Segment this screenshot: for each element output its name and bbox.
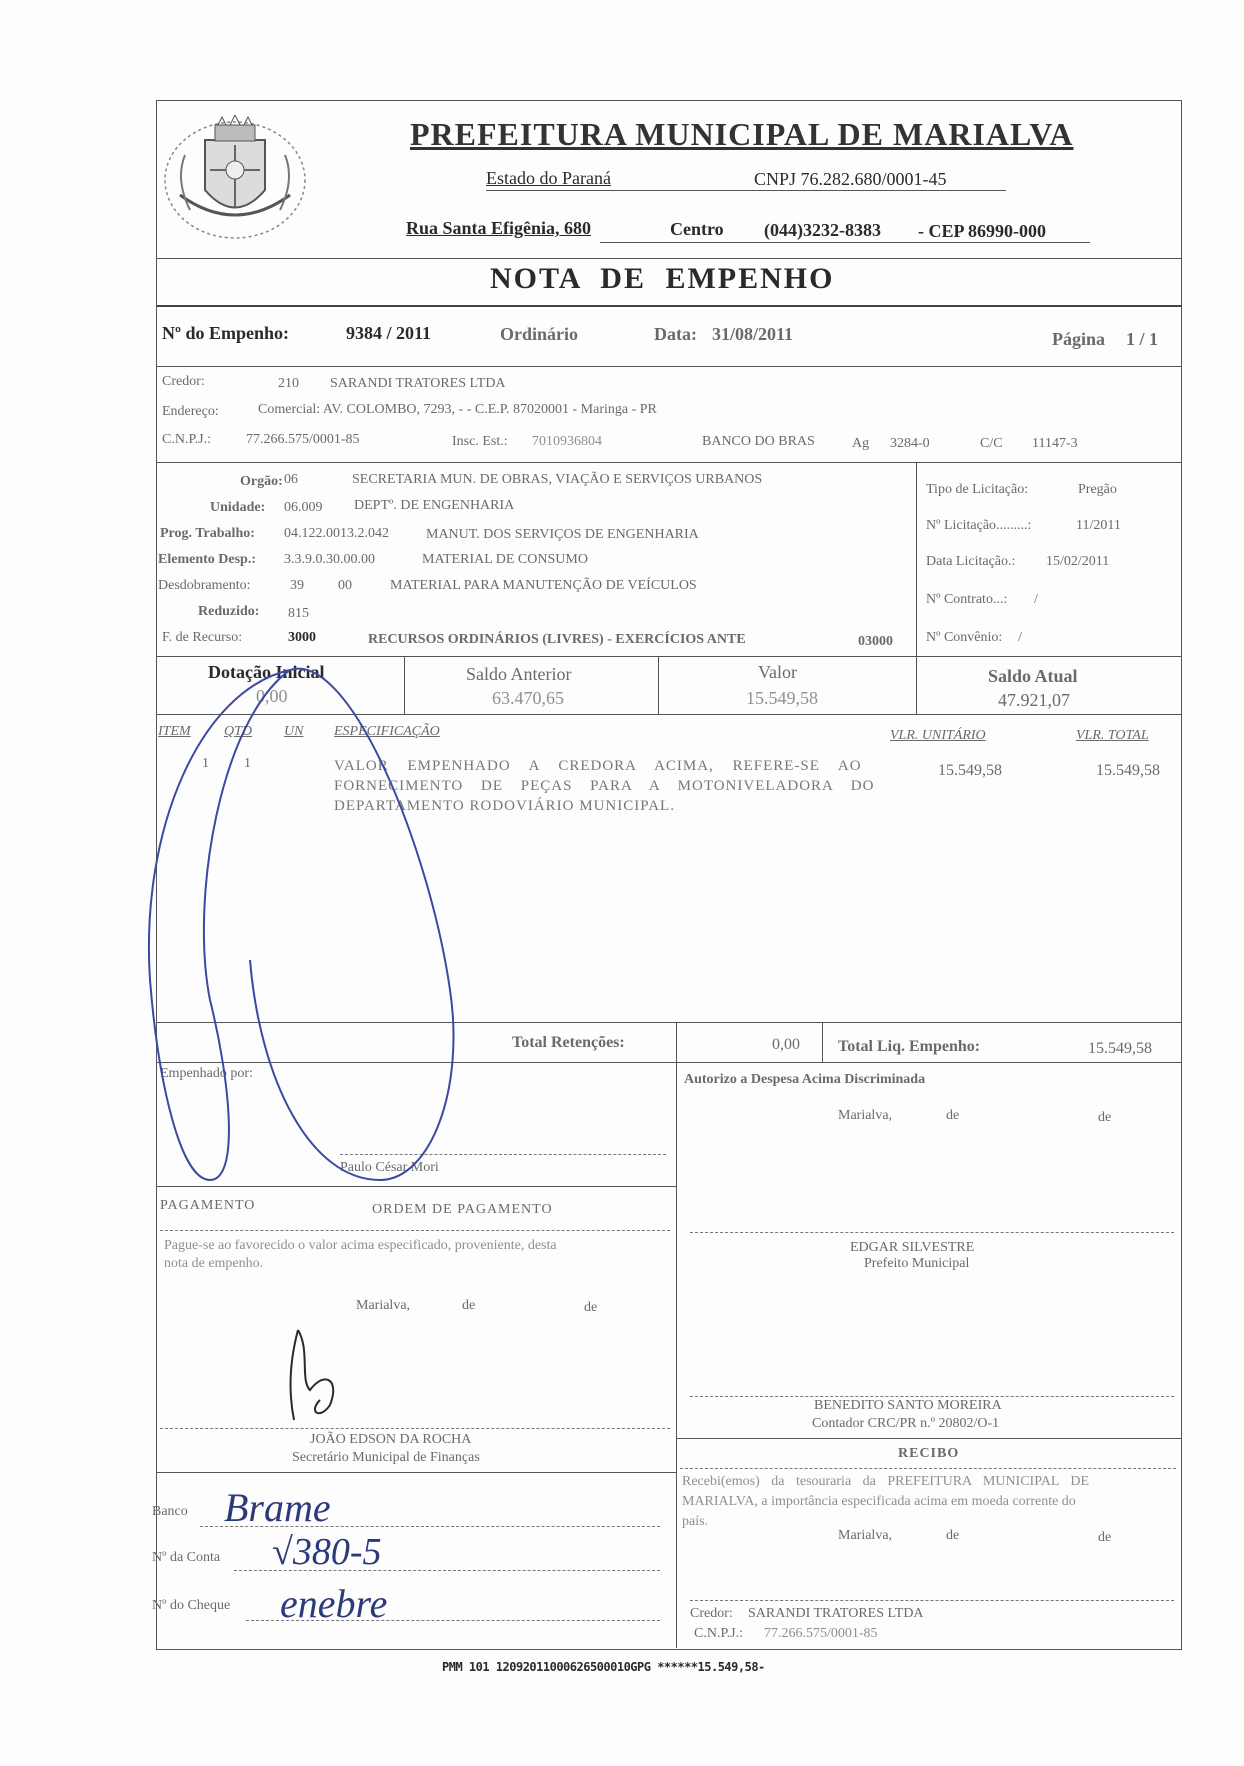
conta-label: Nº da Conta [152, 1550, 221, 1565]
item-unit: 15.549,58 [938, 762, 1002, 779]
orgao-name: SECRETARIA MUN. DE OBRAS, VIAÇÃO E SERVIÇOS URBANOS [352, 472, 763, 487]
retencoes-value: 0,00 [772, 1036, 800, 1053]
autorizo-label: Autorizo a Despesa Acima Discriminada [684, 1072, 926, 1087]
ink-mark-large-loop [130, 660, 470, 1200]
contador-role: Contador CRC/PR n.º 20802/O-1 [812, 1416, 1000, 1431]
header-estado: Estado do Paraná [486, 168, 611, 188]
licitacao-data-label: Data Licitação.: [926, 554, 1016, 569]
recibo-text-3: país. [682, 1514, 709, 1529]
recurso-sub: 03000 [858, 634, 893, 649]
secretario-name: JOÃO EDSON DA ROCHA [310, 1432, 472, 1447]
ink-mark-signature [280, 1320, 370, 1440]
endereco-value: Comercial: AV. COLOMBO, 7293, - - C.E.P. 87020001 - Maringa - PR [258, 402, 657, 417]
doc-title: NOTA DE EMPENHO [490, 262, 835, 295]
desdob-code: 39 [290, 578, 304, 593]
secretario-role: Secretário Municipal de Finanças [292, 1450, 480, 1465]
convenio-label: Nº Convênio: [926, 630, 1003, 645]
header-cnpj: CNPJ 76.282.680/0001-45 [754, 169, 947, 189]
empenhado-name: Paulo César Mori [340, 1160, 439, 1175]
cheque-label: Nº do Cheque [152, 1598, 231, 1613]
elem-name: MATERIAL DE CONSUMO [422, 552, 588, 567]
col-un: UN [284, 724, 304, 739]
desdob-sub: 00 [338, 578, 352, 593]
recibo-text-2: MARIALVA, a importância especificada acima em moeda corrente do [682, 1494, 1076, 1509]
empenho-data: 31/08/2011 [712, 324, 794, 344]
header-phone: (044)3232-8383 [764, 220, 881, 240]
cc-value: 11147-3 [1032, 436, 1078, 451]
total-liq-label: Total Liq. Empenho: [838, 1038, 981, 1055]
convenio-value: / [1018, 630, 1022, 645]
col-total: VLR. TOTAL [1076, 728, 1149, 743]
header-title: PREFEITURA MUNICIPAL DE MARIALVA [410, 116, 1074, 152]
pagamento-city: Marialva, [356, 1298, 411, 1313]
pagamento-de-2: de [584, 1300, 598, 1315]
cc-label: C/C [980, 436, 1003, 451]
recurso-code: 3000 [288, 630, 316, 645]
col-unit: VLR. UNITÁRIO [890, 728, 986, 743]
licitacao-data: 15/02/2011 [1046, 554, 1110, 569]
conta-value: √380-5 [272, 1531, 382, 1573]
contador-name: BENEDITO SANTO MOREIRA [814, 1398, 1002, 1413]
unidade-code: 06.009 [284, 500, 323, 515]
recibo-text-1: Recebi(emos) da tesouraria da PREFEITURA MUNICIPAL DE [682, 1474, 1090, 1489]
saldo-anterior-value: 63.470,65 [492, 688, 564, 708]
total-liq-value: 15.549,58 [1088, 1040, 1152, 1057]
empenho-number: 9384 / 2011 [346, 323, 432, 343]
col-item: ITEM [158, 724, 191, 739]
recibo-credor: SARANDI TRATORES LTDA [748, 1606, 924, 1621]
contrato-label: Nº Contrato...: [926, 592, 1008, 607]
orgao-label: Orgão: [240, 474, 283, 489]
recurso-label: F. de Recurso: [162, 630, 243, 645]
orgao-code: 06 [284, 472, 298, 487]
recibo-city: Marialva, [838, 1528, 893, 1543]
dotacao-value: 0,00 [256, 686, 288, 706]
unidade-name: DEPTº. DE ENGENHARIA [354, 498, 515, 513]
prog-name: MANUT. DOS SERVIÇOS DE ENGENHARIA [426, 527, 699, 542]
licitacao-numero: 11/2011 [1076, 518, 1121, 533]
credor-cnpj: 77.266.575/0001-85 [246, 432, 360, 447]
ordem-label: ORDEM DE PAGAMENTO [372, 1202, 553, 1217]
banco-label: Banco [152, 1504, 188, 1519]
pagamento-label: PAGAMENTO [160, 1198, 256, 1213]
saldo-atual-value: 47.921,07 [998, 690, 1070, 710]
recibo-cnpj: 77.266.575/0001-85 [764, 1626, 878, 1641]
col-espec: ESPECIFICAÇÃO [334, 724, 440, 739]
recurso-name: RECURSOS ORDINÁRIOS (LIVRES) - EXERCÍCIOS ANTE [368, 632, 746, 647]
banco-name: BANCO DO BRAS [702, 434, 815, 449]
recibo-credor-label: Credor: [690, 1606, 733, 1621]
elem-label: Elemento Desp.: [158, 552, 256, 567]
desdob-name: MATERIAL PARA MANUTENÇÃO DE VEÍCULOS [390, 578, 697, 593]
pagamento-de-1: de [462, 1298, 476, 1313]
credor-code: 210 [278, 376, 299, 391]
autorizo-city: Marialva, [838, 1108, 893, 1123]
empenhado-label: Empenhado por: [160, 1066, 253, 1081]
endereco-label: Endereço: [162, 404, 219, 419]
prefeito-name: EDGAR SILVESTRE [850, 1240, 975, 1255]
licitacao-numero-label: Nº Licitação.........: [926, 518, 1032, 533]
header-centro: Centro [670, 219, 724, 239]
desdob-label: Desdobramento: [158, 578, 251, 593]
item-total: 15.549,58 [1096, 762, 1160, 779]
prog-code: 04.122.0013.2.042 [284, 526, 389, 541]
empenho-label: Nº do Empenho: [162, 323, 289, 343]
header-cep: - CEP 86990-000 [918, 221, 1046, 241]
col-qtd: QTD [224, 724, 253, 739]
recibo-de-1: de [946, 1528, 960, 1543]
insc-label: Insc. Est.: [452, 434, 508, 449]
empenho-tipo: Ordinário [500, 324, 579, 344]
banco-value: Brame [224, 1485, 331, 1530]
saldo-anterior-label: Saldo Anterior [466, 664, 572, 684]
item-espec-line-2: FORNECIMENTO DE PEÇAS PARA A MOTONIVELADORA DO [334, 778, 875, 794]
valor-value: 15.549,58 [746, 688, 818, 708]
footer-code: PMM 101 12092011000626500010GPG ******15.549,58- [442, 1660, 765, 1674]
credor-cnpj-label: C.N.P.J.: [162, 432, 212, 447]
reduzido-label: Reduzido: [198, 604, 260, 619]
valor-label: Valor [758, 662, 797, 682]
licitacao-tipo-label: Tipo de Licitação: [926, 482, 1029, 497]
pagamento-text-1: Pague-se ao favorecido o valor acima especificado, proveniente, desta [164, 1238, 557, 1253]
insc-value: 7010936804 [532, 434, 602, 449]
autorizo-de-2: de [1098, 1110, 1112, 1125]
retencoes-label: Total Retenções: [512, 1034, 625, 1051]
pagamento-text-2: nota de empenho. [164, 1256, 264, 1271]
recibo-label: RECIBO [898, 1446, 960, 1461]
coat-of-arms-icon [160, 115, 310, 245]
dotacao-label: Dotação Inicial [208, 662, 325, 682]
pagina-value: 1 / 1 [1126, 329, 1159, 349]
credor-name: SARANDI TRATORES LTDA [330, 376, 506, 391]
reduzido-value: 815 [288, 606, 309, 621]
item-espec-line-1: VALOR EMPENHADO A CREDORA ACIMA, REFERE-SE AO [334, 758, 862, 774]
cheque-value: enebre [280, 1581, 388, 1626]
empenho-data-label: Data: [654, 324, 697, 344]
header-address: Rua Santa Efigênia, 680 [406, 218, 592, 238]
item-espec-line-3: DEPARTAMENTO RODOVIÁRIO MUNICIPAL. [334, 798, 675, 814]
prefeito-role: Prefeito Municipal [864, 1256, 970, 1271]
elem-code: 3.3.9.0.30.00.00 [284, 552, 375, 567]
ag-value: 3284-0 [890, 436, 930, 451]
licitacao-tipo: Pregão [1078, 482, 1117, 497]
unidade-label: Unidade: [210, 500, 266, 515]
recibo-de-2: de [1098, 1530, 1112, 1545]
recibo-cnpj-label: C.N.P.J.: [694, 1626, 744, 1641]
item-number: 1 [202, 756, 209, 771]
item-qtd: 1 [244, 756, 251, 771]
prog-label: Prog. Trabalho: [160, 526, 255, 541]
pagina-label: Página [1052, 329, 1106, 349]
ag-label: Ag [852, 436, 870, 451]
autorizo-de-1: de [946, 1108, 960, 1123]
saldo-atual-label: Saldo Atual [988, 666, 1078, 686]
credor-label: Credor: [162, 374, 205, 389]
contrato-value: / [1034, 592, 1038, 607]
